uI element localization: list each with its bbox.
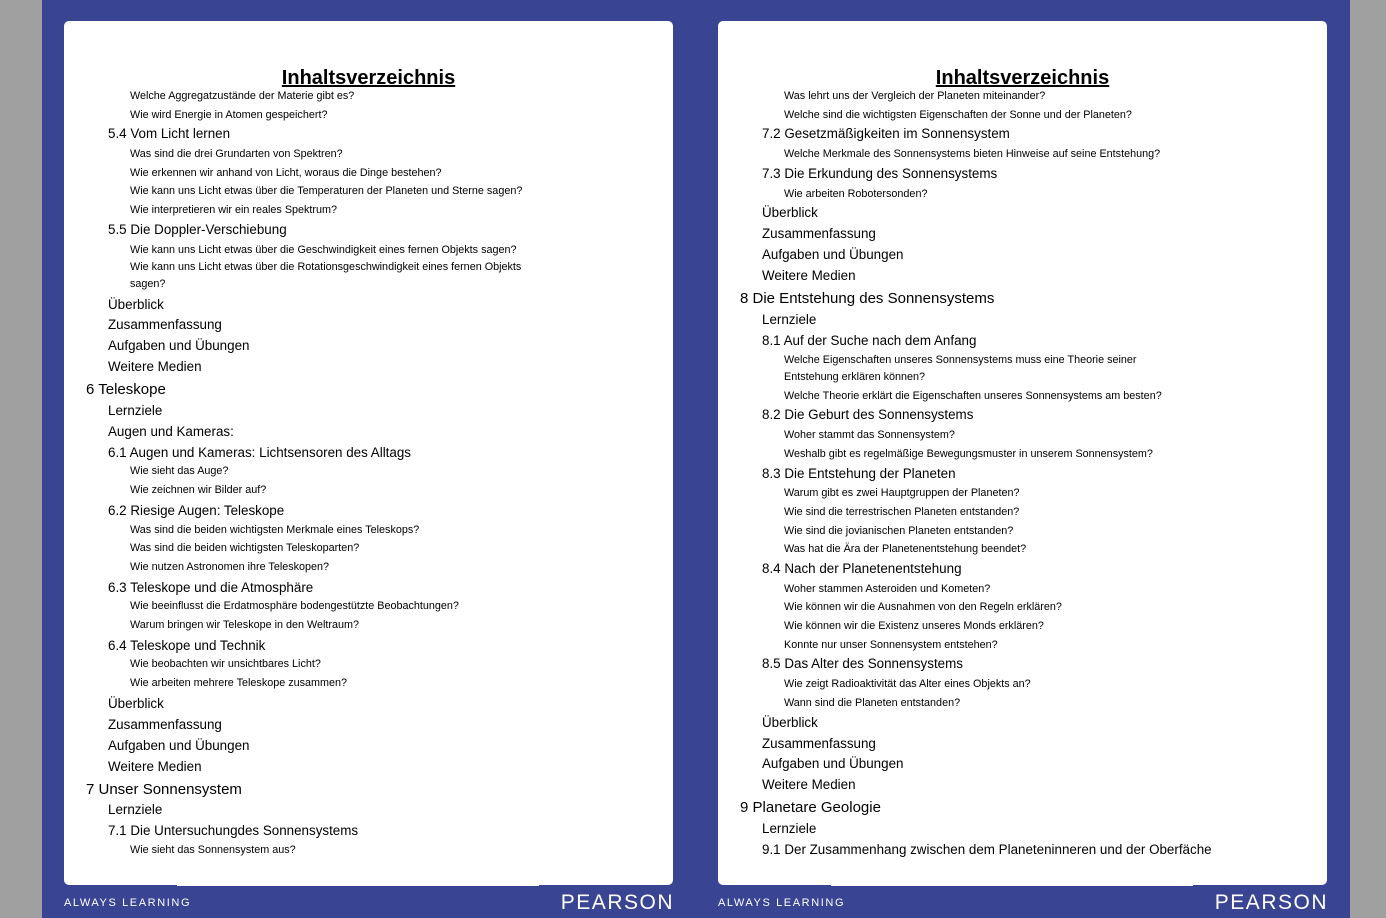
- toc-entry[interactable]: Wie können wir die Existenz unseres Monds erklären?: [784, 620, 1044, 632]
- toc-entry[interactable]: Überblick: [108, 297, 164, 312]
- toc-entry[interactable]: Wie arbeiten Robotersonden?: [784, 188, 928, 200]
- toc-entry[interactable]: 9.1 Der Zusammenhang zwischen dem Planeteninneren und der Oberfäche: [762, 842, 1212, 857]
- toc-entry[interactable]: Warum bringen wir Teleskope in den Weltraum?: [130, 619, 360, 631]
- toc-entry[interactable]: 5.5 Die Doppler-Verschiebung: [108, 222, 287, 237]
- toc-entry[interactable]: Was lehrt uns der Vergleich der Planeten miteinander?: [784, 90, 1046, 102]
- toc-entry[interactable]: Aufgaben und Übungen: [108, 738, 250, 753]
- toc-entry[interactable]: Überblick: [108, 696, 164, 711]
- toc-entry[interactable]: 8.5 Das Alter des Sonnensystems: [762, 656, 963, 671]
- toc-entry[interactable]: Wie erkennen wir anhand von Licht, woraus die Dinge bestehen?: [130, 167, 442, 179]
- toc-entry[interactable]: 5.4 Vom Licht lernen: [108, 126, 231, 141]
- toc-entry[interactable]: Konnte nur unser Sonnensystem entstehen?: [784, 639, 998, 651]
- toc-entry[interactable]: Überblick: [762, 715, 818, 730]
- toc-entry[interactable]: 6.2 Riesige Augen: Teleskope: [108, 503, 285, 518]
- toc-entry[interactable]: 7 Unser Sonnensystem: [86, 781, 242, 798]
- toc-entry[interactable]: Lernziele: [762, 312, 817, 327]
- toc-entry[interactable]: Weshalb gibt es regelmäßige Bewegungsmuster in unserem Sonnensystem?: [784, 448, 1153, 460]
- toc-entry[interactable]: Weitere Medien: [108, 359, 202, 374]
- toc-entry[interactable]: Was hat die Ära der Planetenentstehung beendet?: [784, 543, 1027, 555]
- toc-entry[interactable]: Wie kann uns Licht etwas über die Temperaturen der Planeten und Sterne sagen?: [130, 185, 523, 197]
- toc-entry[interactable]: Zusammenfassung: [108, 717, 222, 732]
- toc-entry[interactable]: Warum gibt es zwei Hauptgruppen der Planeten?: [784, 487, 1020, 499]
- toc-entry[interactable]: Was sind die drei Grundarten von Spektren?: [130, 148, 343, 160]
- page-title: Inhaltsverzeichnis: [281, 67, 456, 89]
- document-page-right: [696, 0, 1350, 918]
- footer-tagline: ALWAYS LEARNING: [64, 897, 192, 909]
- toc-entry[interactable]: Wie interpretieren wir ein reales Spektrum?: [130, 204, 338, 216]
- toc-entry[interactable]: 6.3 Teleskope und die Atmosphäre: [108, 580, 314, 595]
- toc-entry[interactable]: Welche Theorie erklärt die Eigenschaften unseres Sonnensystems am besten?: [784, 390, 1162, 402]
- toc-entry[interactable]: Lernziele: [762, 821, 817, 836]
- publisher-logo: PEARSON: [1214, 891, 1328, 914]
- publisher-logo: PEARSON: [560, 891, 674, 914]
- toc-entry[interactable]: Was sind die beiden wichtigsten Merkmale eines Teleskops?: [130, 524, 420, 536]
- toc-entry[interactable]: Zusammenfassung: [762, 226, 876, 241]
- toc-entry[interactable]: 8.3 Die Entstehung der Planeten: [762, 466, 956, 481]
- toc-entry[interactable]: 8.4 Nach der Planetenentstehung: [762, 561, 962, 576]
- toc-entry[interactable]: Wie sieht das Sonnensystem aus?: [130, 844, 296, 856]
- toc-entry[interactable]: Welche Aggregatzustände der Materie gibt es?: [130, 90, 355, 102]
- footer-divider: [831, 885, 1193, 886]
- toc-entry[interactable]: Welche Eigenschaften unseres Sonnensystems muss eine Theorie seiner Entstehung erklären können?: [784, 354, 1137, 383]
- toc-entry[interactable]: Was sind die beiden wichtigsten Teleskoparten?: [130, 542, 360, 554]
- toc-entry[interactable]: Überblick: [762, 205, 818, 220]
- page-title: Inhaltsverzeichnis: [935, 67, 1110, 89]
- toc-entry[interactable]: 6 Teleskope: [86, 381, 166, 398]
- table-of-contents: [64, 21, 673, 885]
- toc-entry[interactable]: 6.4 Teleskope und Technik: [108, 638, 266, 653]
- toc-entry[interactable]: Wie kann uns Licht etwas über die Rotationsgeschwindigkeit eines fernen Objekts sagen?: [130, 261, 522, 290]
- toc-entry[interactable]: Wie zeigt Radioaktivität das Alter eines Objekts an?: [784, 678, 1031, 690]
- toc-entry[interactable]: Weitere Medien: [762, 777, 856, 792]
- toc-entry[interactable]: Wie sind die terrestrischen Planeten entstanden?: [784, 506, 1020, 518]
- toc-entry[interactable]: 7.1 Die Untersuchungdes Sonnensystems: [108, 823, 359, 838]
- toc-entry[interactable]: 8.2 Die Geburt des Sonnensystems: [762, 407, 974, 422]
- toc-entry[interactable]: Wie zeichnen wir Bilder auf?: [130, 484, 267, 496]
- table-of-contents: [718, 21, 1327, 885]
- toc-entry[interactable]: Wie können wir die Ausnahmen von den Regeln erklären?: [784, 601, 1062, 613]
- toc-entry[interactable]: Lernziele: [108, 802, 163, 817]
- toc-entry[interactable]: 8 Die Entstehung des Sonnensystems: [740, 290, 995, 307]
- toc-entry[interactable]: 7.2 Gesetzmäßigkeiten im Sonnensystem: [762, 126, 1010, 141]
- toc-entry[interactable]: Welche Merkmale des Sonnensystems bieten Hinweise auf seine Entstehung?: [784, 148, 1161, 160]
- toc-entry[interactable]: Weitere Medien: [108, 759, 202, 774]
- page-sheet: [64, 21, 673, 885]
- footer-divider: [177, 885, 539, 886]
- toc-entry[interactable]: 8.1 Auf der Suche nach dem Anfang: [762, 333, 977, 348]
- toc-entry[interactable]: Wie sieht das Auge?: [130, 465, 229, 477]
- toc-entry[interactable]: Augen und Kameras:: [108, 424, 234, 439]
- toc-entry[interactable]: Lernziele: [108, 403, 163, 418]
- toc-entry[interactable]: Wie wird Energie in Atomen gespeichert?: [130, 109, 328, 121]
- toc-entry[interactable]: Welche sind die wichtigsten Eigenschaften der Sonne und der Planeten?: [784, 109, 1132, 121]
- toc-entry[interactable]: Wie arbeiten mehrere Teleskope zusammen?: [130, 677, 348, 689]
- page-sheet: [718, 21, 1327, 885]
- toc-entry[interactable]: Woher stammen Asteroiden und Kometen?: [784, 583, 991, 595]
- toc-entry[interactable]: Wie sind die jovianischen Planeten entstanden?: [784, 525, 1014, 537]
- toc-entry[interactable]: Aufgaben und Übungen: [762, 756, 904, 771]
- document-page-left: [42, 0, 696, 918]
- toc-entry[interactable]: 9 Planetare Geologie: [740, 799, 881, 816]
- toc-entry[interactable]: Zusammenfassung: [108, 317, 222, 332]
- toc-entry[interactable]: Weitere Medien: [762, 268, 856, 283]
- toc-entry[interactable]: Wie kann uns Licht etwas über die Geschwindigkeit eines fernen Objekts sagen?: [130, 244, 517, 256]
- toc-entry[interactable]: 6.1 Augen und Kameras: Lichtsensoren des Alltags: [108, 445, 411, 460]
- toc-entry[interactable]: Wie beeinflusst die Erdatmosphäre bodengestützte Beobachtungen?: [130, 600, 459, 612]
- toc-entry[interactable]: Wie beobachten wir unsichtbares Licht?: [130, 658, 321, 670]
- toc-entry[interactable]: Aufgaben und Übungen: [762, 247, 904, 262]
- footer-tagline: ALWAYS LEARNING: [718, 897, 846, 909]
- toc-entry[interactable]: Woher stammt das Sonnensystem?: [784, 429, 955, 441]
- toc-entry[interactable]: Wann sind die Planeten entstanden?: [784, 697, 961, 709]
- toc-entry[interactable]: Zusammenfassung: [762, 736, 876, 751]
- toc-entry[interactable]: Aufgaben und Übungen: [108, 338, 250, 353]
- toc-entry[interactable]: 7.3 Die Erkundung des Sonnensystems: [762, 166, 998, 181]
- toc-entry[interactable]: Wie nutzen Astronomen ihre Teleskopen?: [130, 561, 330, 573]
